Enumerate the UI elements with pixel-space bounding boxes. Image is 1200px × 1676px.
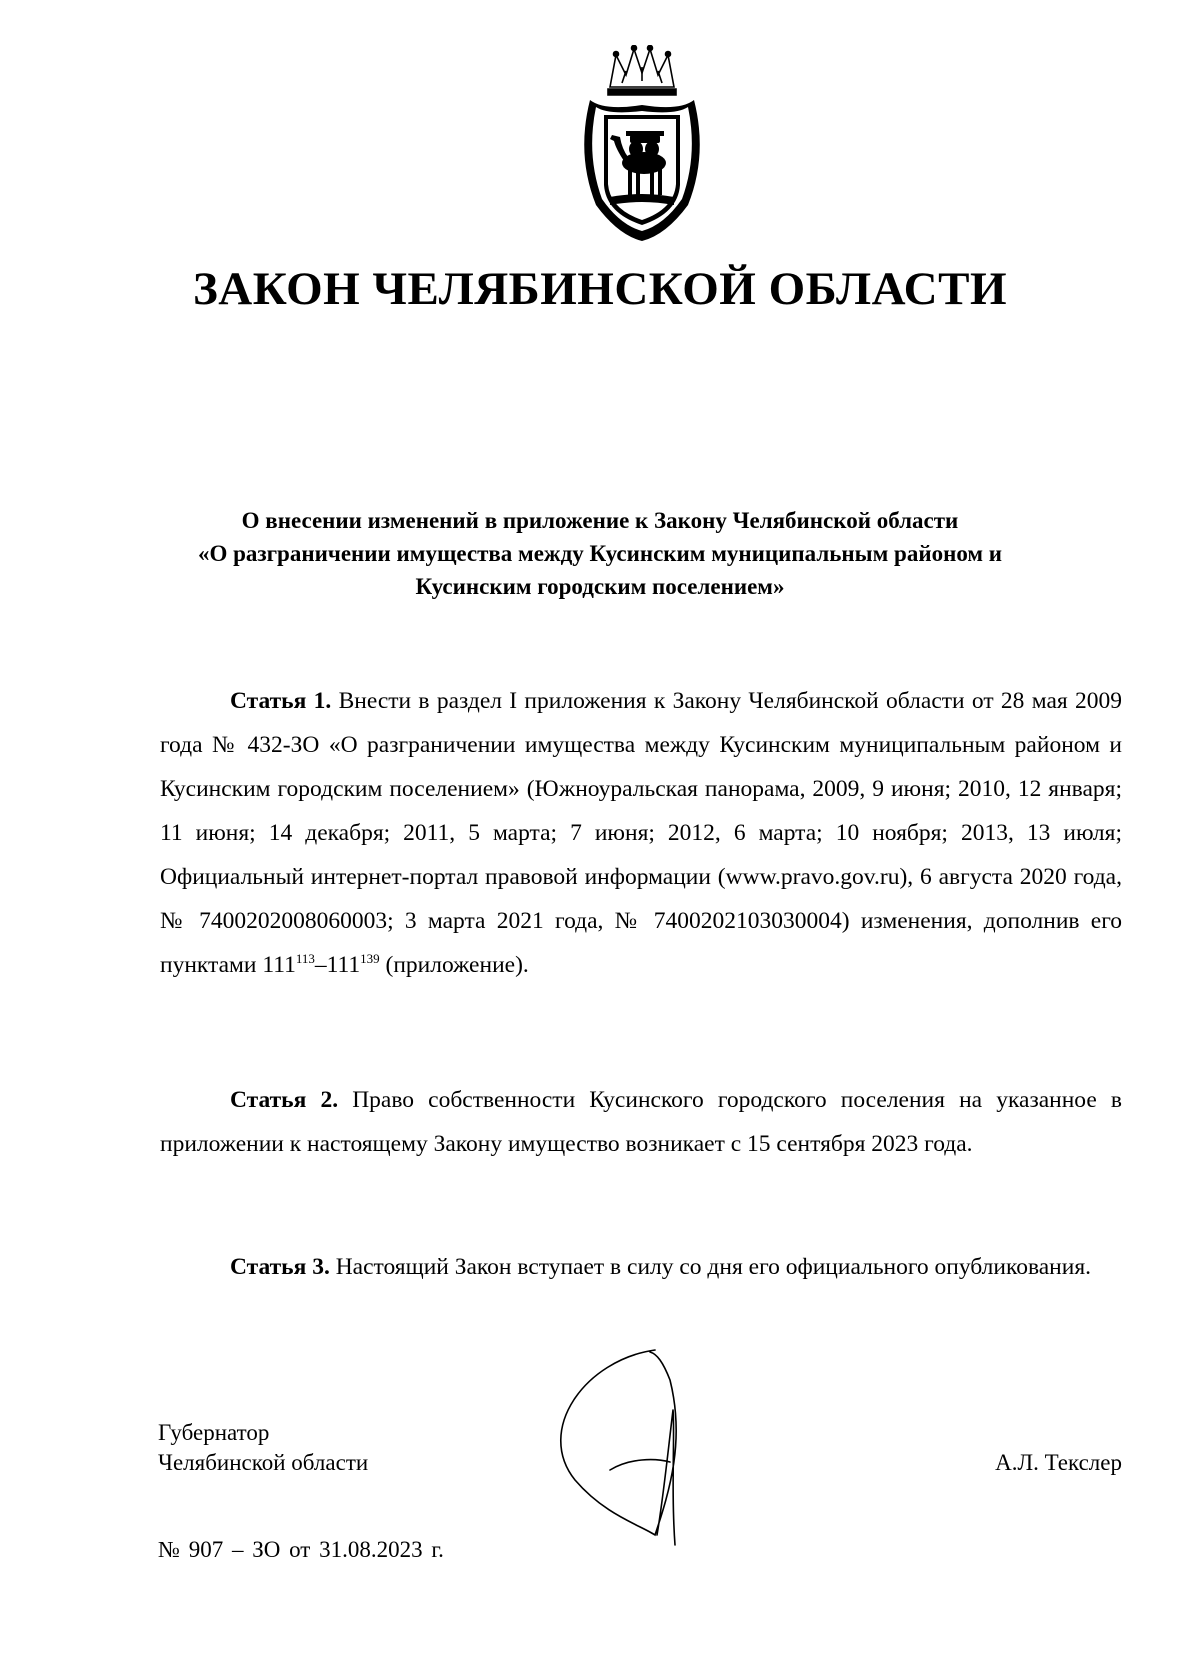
item-range-end: $111^{139}$: [326, 951, 380, 978]
item-range-start: $111^{113}$: [262, 951, 315, 978]
signature-icon: [545, 1340, 745, 1550]
article-1: Статья 1. Внести в раздел I приложения к Закону Челябинской области от 28 мая 2009 года № 432-ЗО «О разграничении имущества между Кусинским муниципальным районом и Кусинским городским поселением» (Южноуральская панорама, 2009, 9 июня; 2010, 12 января; 11 июня; 14 декабря; 2011, 5 марта; 7 июня; 2012, 6 марта; 10 ноября; 2013, 13 июля; Официальный интернет-портал правовой информации (www.pravo.gov.ru), 6 августа 2020 года, № 7400202008060003; 3 марта 2021 года, № 7400202103030004) изменения, дополнив его пунктами $111^{113}-111^{139}$ (приложение).: [160, 688, 1122, 978]
signatory-role: Губернатор Челябинской области: [158, 1420, 369, 1475]
article-label: Статья 3.: [230, 1254, 330, 1280]
subject-line: Кусинским городским поселением»: [415, 574, 785, 599]
article-label: Статья 2.: [230, 1087, 339, 1113]
law-subject: [140, 504, 1060, 603]
article-text-tail: (приложение).: [385, 952, 529, 978]
signatory-name: А.Л. Текслер: [995, 1450, 1122, 1475]
coat-of-arms-icon: [570, 45, 715, 245]
subject-line: «О разграничении имущества между Кусинским муниципальным районом и: [197, 541, 1003, 566]
article-text: Право собственности Кусинского городского поселения на указанное в приложении к настоящему Закону имущество возникает с 15 сентября 2023 года.: [160, 1087, 1122, 1157]
article-text: Настоящий Закон вступает в силу со дня его официального опубликования.: [335, 1254, 1092, 1280]
article-3: [160, 1245, 1122, 1289]
article-text: Внести в раздел I приложения к Закону Челябинской области от 28 мая 2009 года № 432-ЗО «О разграничении имущества между Кусинским муниципальным районом и Кусинским городским поселением» (Южноуральская панорама, 2009, 9 июня; 2010, 12 января; 11 июня; 14 декабря; 2011, 5 марта; 7 июня; 2012, 6 марта; 10 ноября; 2013, 13 июля; Официальный интернет-портал правовой информации (www.pravo.gov.ru), 6 августа 2020 года, № 7400202008060003; 3 марта 2021 года, № 7400202103030004) изменения, дополнив его пунктами: [160, 688, 1122, 978]
article-label: Статья 1.: [230, 688, 332, 714]
subject-line: О внесении изменений в приложение к Закону Челябинской области: [241, 508, 959, 533]
article-2: [160, 1078, 1122, 1166]
document-title: ЗАКОН ЧЕЛЯБИНСКОЙ ОБЛАСТИ: [192, 263, 1008, 315]
law-number-date: № 907 – ЗО от 31.08.2023 г.: [158, 1537, 444, 1562]
